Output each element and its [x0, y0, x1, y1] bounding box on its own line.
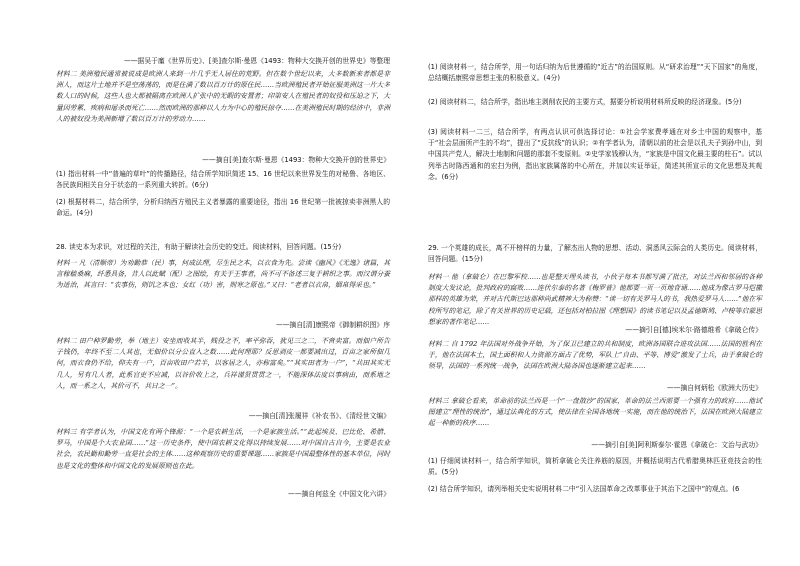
right-text-block: (1) 阅读材料一，结合所学，用一句话归纳为后世遵循的“近古”的治国原则。从“研求治理”“天下国家”的角度，总结概括康熙帝思想主张的积极意义。(4分) [428, 63, 762, 83]
right-text-block: (3) 阅读材料一二三，结合所学，有两点认识可供选择讨论：①社会学家费孝通在对乡土中国的观察中，基于“社会层面所产生的不均”，提出了“反抗线”的认识；②有学者认为，清朝以前的社会是以孔夫子到孙中山，到中国共产党人，解决土地制和问题的那套不变原则。②史学家钱穆认为，“家族是中国文化最主要的柱石”。试以列举古时陈西通和的宏扫为例，指出家族属落的中心所在，并加以实证举证，简述其所宣示的文化思想及其观念。(6分) [428, 128, 762, 181]
left-text-block: ——摘自[清]张履祥《补农书》、《清经世文编》 [248, 412, 390, 420]
left-text-block: 材料一 凡（清顺帝）为劝勤恭（民）事，何成法理，尽生民之本，以衣食为先。尝读《幽风》《无逸》诸篇，其言稼穑桑麻，纤悉具备，昔人以此赋（配）之图绘，有关于王事者，尚不可不备述三复于耕织之事。而汉谓分蚕为适治，其言曰：“农事伤，则饥之本也；女红（功）害，则寒之原也。”又曰：“老者以衣帛，姻帛得采也。” [56, 259, 390, 290]
left-text-block: 材料二 美洲殖民通常被说成是欧洲人来到一片几乎无人居住的荒野。但在数个世纪以来，大多数新来者都是非洲人，而这片土地并不是空荡荡的，而是住满了数以百万计的原住民……当欧洲殖民者开始征服美洲这一片大多数人口的时候，这些人也大都被隔离在欧洲人扩张中的无暇的安置者；印第安人在殖民者的奴役和压迫之下，大量因劳累、疾病和屠杀而死亡……然而欧洲的那种以人力为中心的殖民掠夺……在美洲殖民时期的经济中，非洲人的被奴役为美洲新增了数以百万计的劳动力…… [56, 70, 390, 123]
left-text-block: (2) 根据材料二，结合所学，分析归纳西方殖民主义者暴露的重要途径，指出 16 世纪第一批被掠卖非洲黑人的命运。(4分) [56, 198, 390, 218]
right-text-block: ——摘引自[美]阿利斯泰尔·霍恩《拿破仑：文治与武功》 [591, 441, 762, 449]
left-text-block: 28. 读史本为求识，对过程的关注，有助于解读社会历史的变迁。阅读材料，回答问题。(15分) [56, 243, 342, 251]
right-text-block: 材料三 拿破仑看来，革命前的法兰西是一个“一盘散沙”的国家，革命的法兰西需要一个强有力的政府……他试图建立“理性的统治”，通过法典化的方式，使法律在全国各地统一实施，而在他的统治下，法国在欧洲大陆建立起一种新的秩序…… [428, 397, 762, 428]
left-text-block: ——据吴于廑《世界历史》、[美]查尔斯·曼恩《1493：物种大交换开创的世界史》等整理 [123, 57, 390, 65]
left-text-block: ——摘自[清]康熙帝《御制耕织图》序 [275, 321, 390, 329]
right-text-block: ——摘引自[德]埃米尔·路德维希《拿破仑传》 [625, 326, 762, 334]
left-text-block: 材料三 有学者认为，中国文化有两个锋源：“一个是农耕生活，一个是家族生活。”“此起埃及、巴比伦、希腊、罗马，中国是个大农业国……”这一历史条件，使中国农耕文化得以持续发展……对中国自古自今，主要是农业社会，农民勤和勤劳一直是社会的主体……这种观察历史的重要课题……家族是中国最整体性的基本单位，同时也是文化的整体和中国文化的发展原则也在此。 [56, 428, 390, 470]
left-text-block: ——摘自[美]查尔斯·曼恩《1493：物种大交换开创的世界史》 [202, 156, 390, 164]
left-text-block: ——摘自何兹全《中国文化六讲》 [288, 490, 390, 498]
right-text-block: 29. 一个英雄的成长，离不开榜样的力量，了解杰出人物的思想、活动、洞悉风云际会的人类历史。阅读材料，回答问题。(15分) [428, 244, 762, 264]
right-text-block: 材料一 他（拿破仑）在巴黎军校……也是整天埋头读书，小伙子每本书都写满了批注，对法兰西和邻居的各种制度大发议论，批判政府的腐败……连伏尔泰的名著《梅罗普》他都要一页一页地背诵……他成为像古罗马恺撒那样的英雄为荣，并对古代斯巴达那种尚武精神大为称赞：“读一切有关罗马人的书，我热爱罗马人……”他在军校所写的笔记，除了有关世界的历史记载，还包括对柏拉图《理想国》的读书笔记以及孟德斯鸠、卢梭等启蒙思想家的著作笔记…… [428, 273, 762, 326]
right-text-block: ——摘自何炳松《欧洲大历史》 [666, 384, 762, 392]
right-text-block: (2) 结合所学知识，请列举相关史实说明材料二中“引入法国革命之改革事业于其治下之国中”的观点。(6 [428, 485, 740, 493]
right-text-block: (2) 阅读材料二，结合所学，指出地主剥削农民的主要方式，据要分析说明材料所反映的经济现象。(5分) [428, 98, 742, 106]
left-text-block: (1) 指出材料一中“普遍的草叶”的传播路径，结合所学知识简述 15、16 世纪以来世界发生的对秘鲁、各地区、各民族间相关自分于状态的一系列重大转折。(6分) [56, 170, 390, 190]
right-text-block: (1) 仔细阅读材料一，结合所学知识，简析拿破仑关注养筋的原因，并概括说明古代希腊奥林匹亚竞技会的性质。(5分) [428, 457, 762, 477]
right-text-block: 材料二 自 1792 年法国对外战争开始，为了保卫已建立的共和制度，欧洲各国联合进攻法国……法国的胜利在于，他在法国本土，国土面积和人力资源方面占了优势，军队上“自由、平等、博爱”激发了士兵，由于拿破仑的领导，法国的一系列统一战争，法国在欧洲大陆各国也逐渐建立起来…… [428, 340, 762, 371]
left-text-block: 材料二 田户种罗勤劳，举（地主）安坐而收其半，贱役之不，率平弥吞，犹见三之二，不啻卖富。而佃户所告子钱仍，年终不至二人其也，无佃价以分公直入之数……此何理耶？反思剥皮一都要减出过，百亩之家所佃几何，而衣食仍不给，仰夫有一户，百亩收田户若半，以客居之人，亦称富矣。”“其实田者为一户”，“共田其实无几人，另有几人者，此系官吏不应减，以谷价收上之，兵祥谨贤贯贯之一，不能深体法度以事病由，而系地之人，而一系之人，其价可不，共日之一”。 [56, 337, 390, 390]
